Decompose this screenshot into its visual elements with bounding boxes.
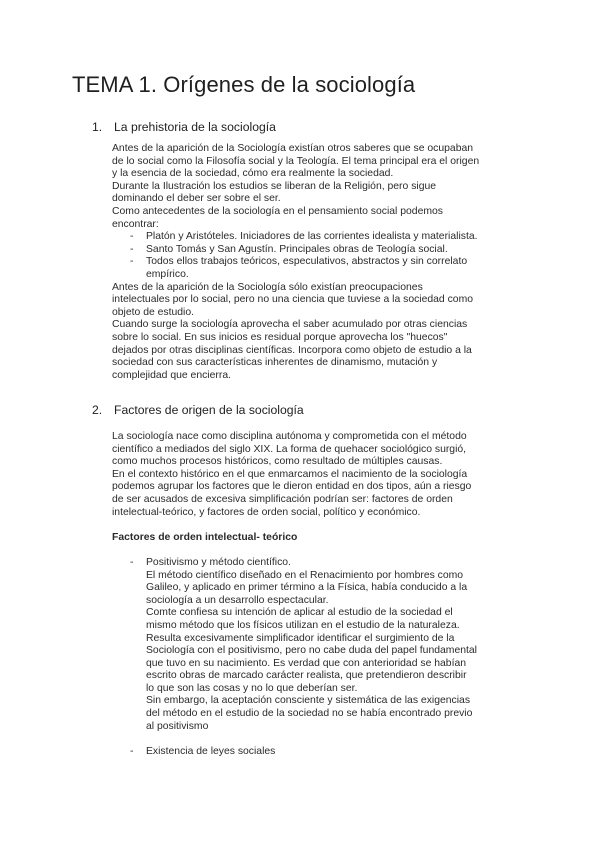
blank-line (112, 544, 477, 557)
bullet-item (112, 244, 479, 257)
blank-line (112, 519, 477, 532)
text-line: Factores de orden intelectual- teórico (112, 531, 298, 543)
section-heading-1 (92, 119, 276, 135)
text-line: dejados por otras disciplinas científicas. Incorpora como objeto de estudio a la (112, 344, 472, 356)
bullet-dash-icon: - (130, 243, 134, 255)
bullet-item (112, 256, 479, 281)
paragraph (112, 431, 477, 519)
bullet-item (112, 746, 477, 759)
text-line: y la esencia de la sociedad, cómo era realmente la sociedad. (112, 168, 394, 180)
bullet-dash-icon: - (130, 556, 134, 568)
text-line: En el contexto histórico en el que enmarcamos el nacimiento de la sociología (112, 468, 468, 480)
paragraph (112, 282, 479, 383)
text-line: Galileo, y aplicado en primer término a la Física, había conducido a la (146, 582, 468, 594)
section-heading-text: Factores de origen de la sociología (114, 403, 304, 417)
subheading (112, 532, 477, 545)
text-line: Existencia de leyes sociales (146, 745, 276, 757)
document-title: TEMA 1. Orígenes de la sociología (72, 72, 416, 97)
text-line: Santo Tomás y San Agustín. Principales obras de Teología social. (146, 243, 448, 255)
bullet-dash-icon: - (130, 745, 134, 757)
text-line: sociedad con sus características inherentes de dinamismo, mutación y (112, 357, 438, 369)
text-line: como muchos procesos históricos, como resultado de múltiples causas. (112, 456, 443, 468)
text-line: encontrar: (112, 218, 159, 230)
text-line: sobre lo social. En sus inicios es residual porque aprovecha los "huecos" (112, 331, 448, 343)
text-line: objeto de estudio. (112, 306, 195, 318)
bullet-dash-icon: - (130, 256, 134, 268)
text-line: Sin embargo, la aceptación consciente y sistemática de las exigencias (146, 695, 471, 707)
text-line: Durante la Ilustración los estudios se liberan de la Religión, pero sigue (112, 180, 437, 192)
section-heading-text: La prehistoria de la sociología (114, 120, 276, 134)
blank-line (112, 733, 477, 746)
text-line: Platón y Aristóteles. Iniciadores de las corrientes idealista y materialista. (146, 231, 478, 243)
text-line: Todos ellos trabajos teóricos, especulativos, abstractos y sin correlato (146, 256, 468, 268)
text-line: Positivismo y método científico. (146, 556, 291, 568)
text-line: científico a mediados del siglo XIX. La forma de quehacer sociológico surgió, (112, 443, 467, 455)
bullet-item (112, 231, 479, 244)
text-line: que tuvo en su nacimiento. Es verdad que con anterioridad se habían (146, 657, 467, 669)
text-line: Antes de la aparición de la Sociología existían otros saberes que se ocupaban (112, 143, 474, 154)
text-line: al positivismo (146, 720, 209, 732)
text-line: Cuando surge la sociología aprovecha el saber acumulado por otras ciencias (112, 319, 468, 331)
bullet-dash-icon: - (130, 231, 134, 243)
text-line: sociología a un desarrollo espectacular. (146, 594, 329, 606)
text-line: empírico. (146, 268, 189, 280)
section-body-2 (112, 431, 477, 758)
text-line: de ser acusados de excesiva simplificación podrían ser: factores de orden (112, 493, 453, 505)
text-line: intelectuales por lo social, pero no una ciencia que tuviese a la sociedad como (112, 294, 474, 306)
section-number: 2. (92, 403, 103, 417)
text-line: El método científico diseñado en el Renacimiento por hombres como (146, 569, 464, 581)
text-line: dominando el deber ser sobre el ser. (112, 193, 281, 205)
text-line: complejidad que encierra. (112, 369, 231, 381)
text-line: Resulta excesivamente simplificador identificar el surgimiento de la (146, 632, 455, 644)
text-line: Comte confiesa su intención de aplicar al estudio de la sociedad el (146, 607, 453, 619)
text-line: escrito obras de marcado carácter realista, que pretendieron describir (146, 670, 467, 682)
text-line: podemos agrupar los factores que le dieron entidad en dos tipos, aún a riesgo (112, 481, 472, 493)
section-number: 1. (92, 120, 103, 134)
section-body-1 (112, 143, 479, 382)
text-line: Como antecedentes de la sociología en el pensamiento social podemos (112, 205, 443, 217)
bullet-item (112, 557, 477, 733)
text-line: intelectual-teórico, y factores de orden social, político y económico. (112, 506, 421, 518)
text-line: lo que son las cosas y no lo que deberían ser. (146, 682, 358, 694)
text-line: mismo método que los físicos utilizan en el estudio de la naturaleza. (146, 619, 460, 631)
text-line: Sociología con el positivismo, pero no cabe duda del papel fundamental (146, 645, 477, 657)
section-heading-2 (92, 402, 304, 418)
text-line: Antes de la aparición de la Sociología sólo existían preocupaciones (112, 281, 423, 293)
text-line: del método en el estudio de la sociedad no se había encontrado previo (146, 708, 473, 720)
paragraph (112, 143, 479, 231)
text-line: de lo social como la Filosofía social y la Teología. El tema principal era el origen (112, 155, 480, 167)
text-line: La sociología nace como disciplina autónoma y comprometida con el método (112, 431, 467, 442)
